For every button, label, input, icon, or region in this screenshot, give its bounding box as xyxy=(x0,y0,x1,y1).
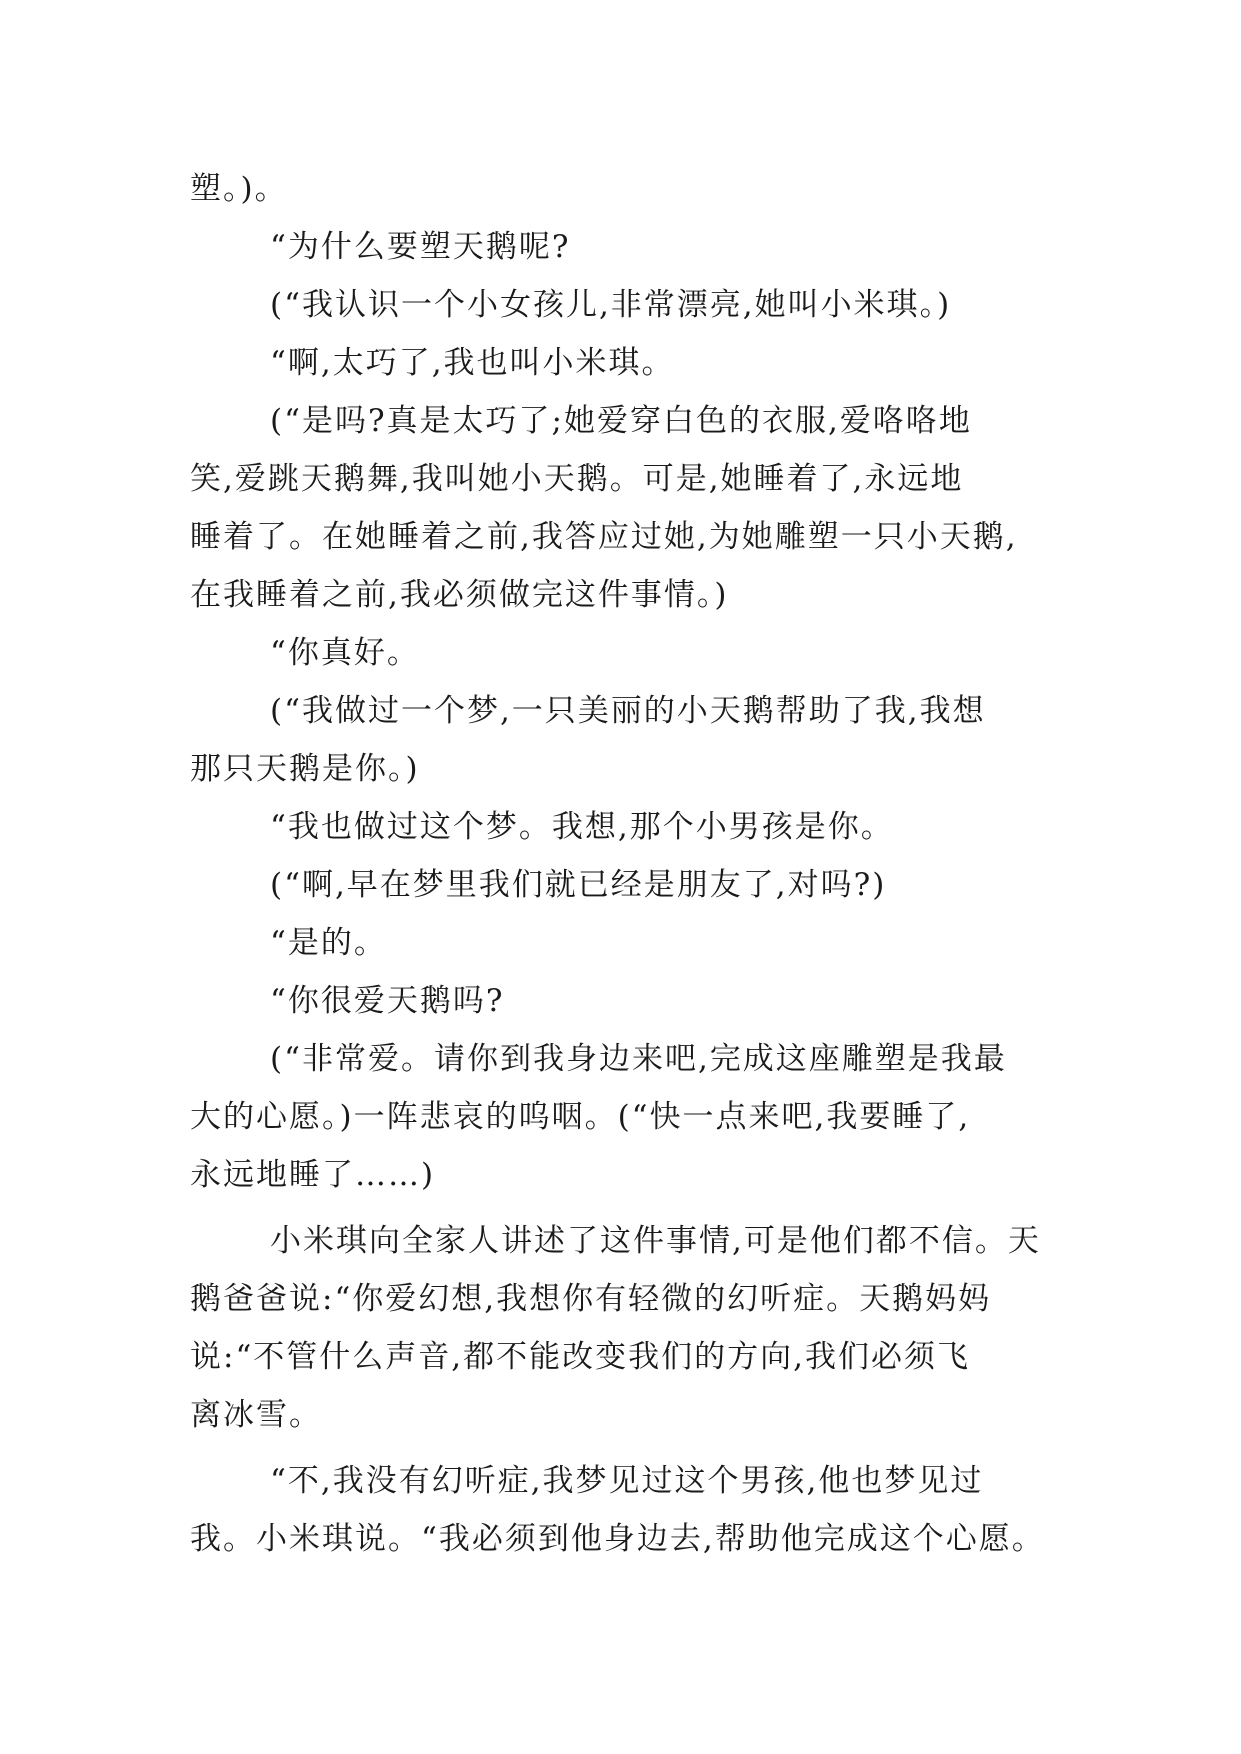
body-text xyxy=(190,160,1070,1568)
text-line: 永远地睡了……) xyxy=(190,1157,436,1193)
text-line: 塑。)。 xyxy=(190,171,288,207)
text-line: (“是吗?真是太巧了;她爱穿白色的衣服,爱咯咯地 xyxy=(270,403,972,439)
text-line: 睡着了。在她睡着之前,我答应过她,为她雕塑一只小天鹅, xyxy=(190,519,1018,555)
text-line: (“我认识一个小女孩儿,非常漂亮,她叫小米琪。) xyxy=(270,287,952,323)
text-line: 在我睡着之前,我必须做完这件事情。) xyxy=(190,577,729,613)
text-line: “为什么要塑天鹅呢? xyxy=(270,229,571,265)
text-line: 大的心愿。)一阵悲哀的呜咽。(“快一点来吧,我要睡了, xyxy=(190,1099,971,1135)
text-line: 离冰雪。 xyxy=(190,1397,322,1433)
text-line: (“我做过一个梦,一只美丽的小天鹅帮助了我,我想 xyxy=(270,693,986,729)
text-line: 那只天鹅是你。) xyxy=(190,751,420,787)
text-line: “你很爱天鹅吗? xyxy=(270,983,505,1019)
text-line: 说:“不管什么声音,都不能改变我们的方向,我们必须飞 xyxy=(190,1339,970,1375)
text-line: (“非常爱。请你到我身边来吧,完成这座雕塑是我最 xyxy=(270,1041,1007,1077)
text-line: “不,我没有幻听症,我梦见过这个男孩,他也梦见过 xyxy=(270,1463,984,1499)
text-line: 鹅爸爸说:“你爱幻想,我想你有轻微的幻听症。天鹅妈妈 xyxy=(190,1281,992,1317)
text-line: 小米琪向全家人讲述了这件事情,可是他们都不信。天 xyxy=(270,1223,1041,1259)
text-line: “啊,太巧了,我也叫小米琪。 xyxy=(270,345,675,381)
text-line: 我。小米琪说。“我必须到他身边去,帮助他完成这个心愿。 xyxy=(190,1521,1045,1557)
text-line: “是的。 xyxy=(270,925,387,961)
text-line: 笑,爱跳天鹅舞,我叫她小天鹅。可是,她睡着了,永远地 xyxy=(190,461,964,497)
text-line: (“啊,早在梦里我们就已经是朋友了,对吗?) xyxy=(270,867,887,903)
text-line: “你真好。 xyxy=(270,635,420,671)
text-line: “我也做过这个梦。我想,那个小男孩是你。 xyxy=(270,809,894,845)
